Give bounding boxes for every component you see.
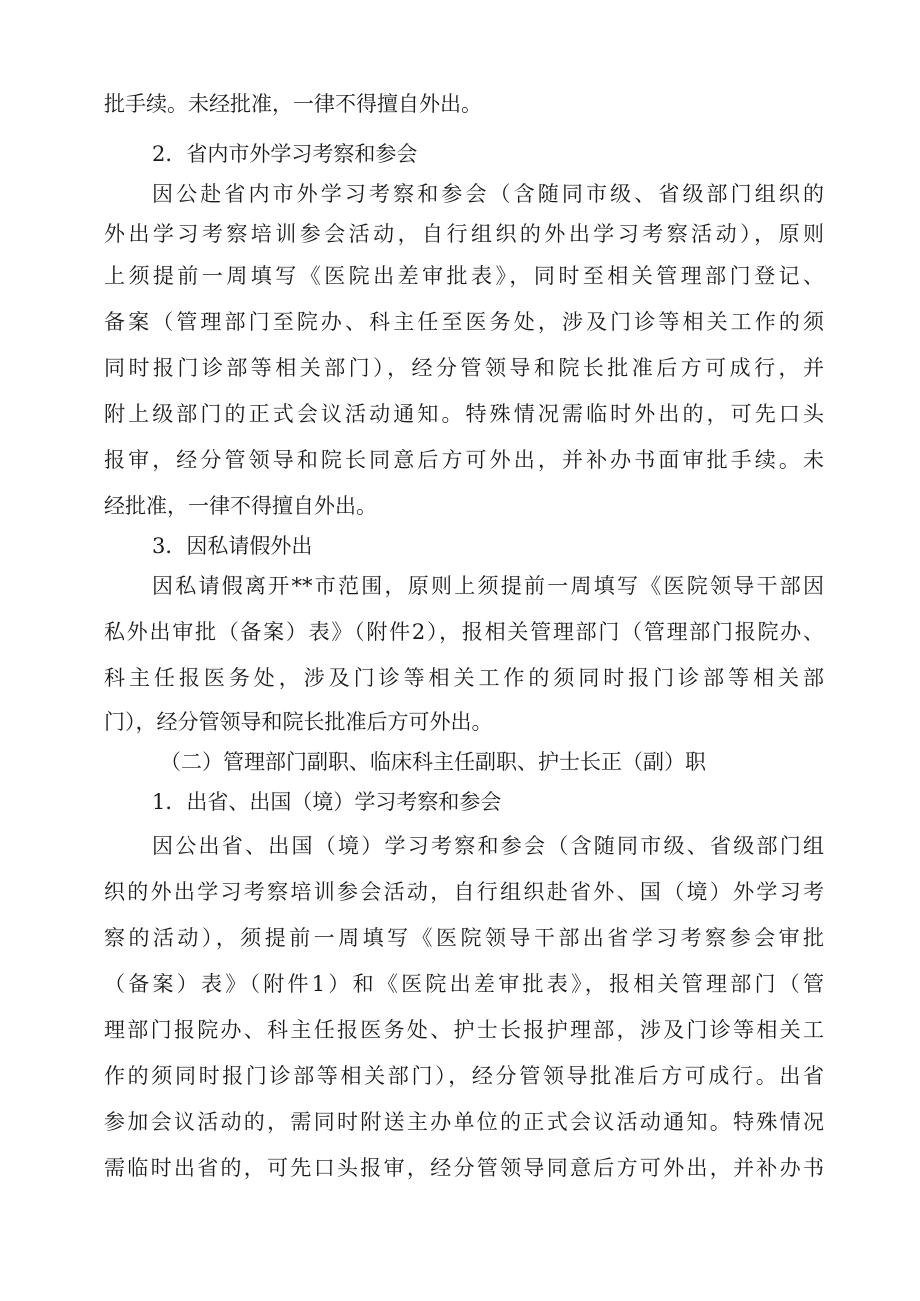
text-line: 织的外出学习考察培训参会活动，自行组织赴省外、国（境）外学习考 xyxy=(104,880,824,904)
text-line: 外出学习考察培训参会活动，自行组织的外出学习考察活动），原则 xyxy=(104,222,824,246)
section-heading: 1．出省、出国（境）学习考察和参会 xyxy=(152,790,502,814)
text-line: 因公出省、出国（境）学习考察和参会（含随同市级、省级部门组 xyxy=(152,834,824,858)
text-line: 批手续。未经批准，一律不得擅自外出。 xyxy=(104,92,482,116)
text-line: 上须提前一周填写《医院出差审批表》，同时至相关管理部门登记、 xyxy=(104,264,824,288)
text-line: 报审，经分管领导和院长同意后方可外出，并补办书面审批手续。未 xyxy=(104,448,824,472)
section-heading: （二）管理部门副职、临床科主任副职、护士长正（副）职 xyxy=(160,750,706,774)
text-line: 私外出审批（备案）表》（附件2），报相关管理部门（管理部门报院办、 xyxy=(104,620,824,644)
text-line: 经批准，一律不得擅自外出。 xyxy=(104,494,377,518)
text-line: （备案）表》（附件1）和《医院出差审批表》，报相关管理部门（管 xyxy=(104,972,824,996)
text-line: 同时报门诊部等相关部门），经分管领导和院长批准后方可成行，并 xyxy=(104,356,824,380)
text-line: 门），经分管领导和院长批准后方可外出。 xyxy=(104,710,493,734)
text-line: 附上级部门的正式会议活动通知。特殊情况需临时外出的，可先口头 xyxy=(104,402,824,426)
text-line: 理部门报院办、科主任报医务处、护士长报护理部，涉及门诊等相关工 xyxy=(104,1018,824,1042)
text-line: 因公赴省内市外学习考察和参会（含随同市级、省级部门组织的 xyxy=(152,182,824,206)
text-line: 察的活动），须提前一周填写《医院领导干部出省学习考察参会审批 xyxy=(104,926,824,950)
text-line: 需临时出省的，可先口头报审，经分管领导同意后方可外出，并补办书 xyxy=(104,1156,824,1180)
text-line: 作的须同时报门诊部等相关部门），经分管领导批准后方可成行。出省 xyxy=(104,1064,824,1088)
text-line: 参加会议活动的，需同时附送主办单位的正式会议活动通知。特殊情况 xyxy=(104,1110,824,1134)
text-line: 备案（管理部门至院办、科主任至医务处，涉及门诊等相关工作的须 xyxy=(104,310,824,334)
section-heading: 2．省内市外学习考察和参会 xyxy=(152,142,418,166)
section-heading: 3．因私请假外出 xyxy=(152,534,313,558)
text-line: 科主任报医务处，涉及门诊等相关工作的须同时报门诊部等相关部 xyxy=(104,666,824,690)
text-line: 因私请假离开**市范围，原则上须提前一周填写《医院领导干部因 xyxy=(152,574,824,598)
